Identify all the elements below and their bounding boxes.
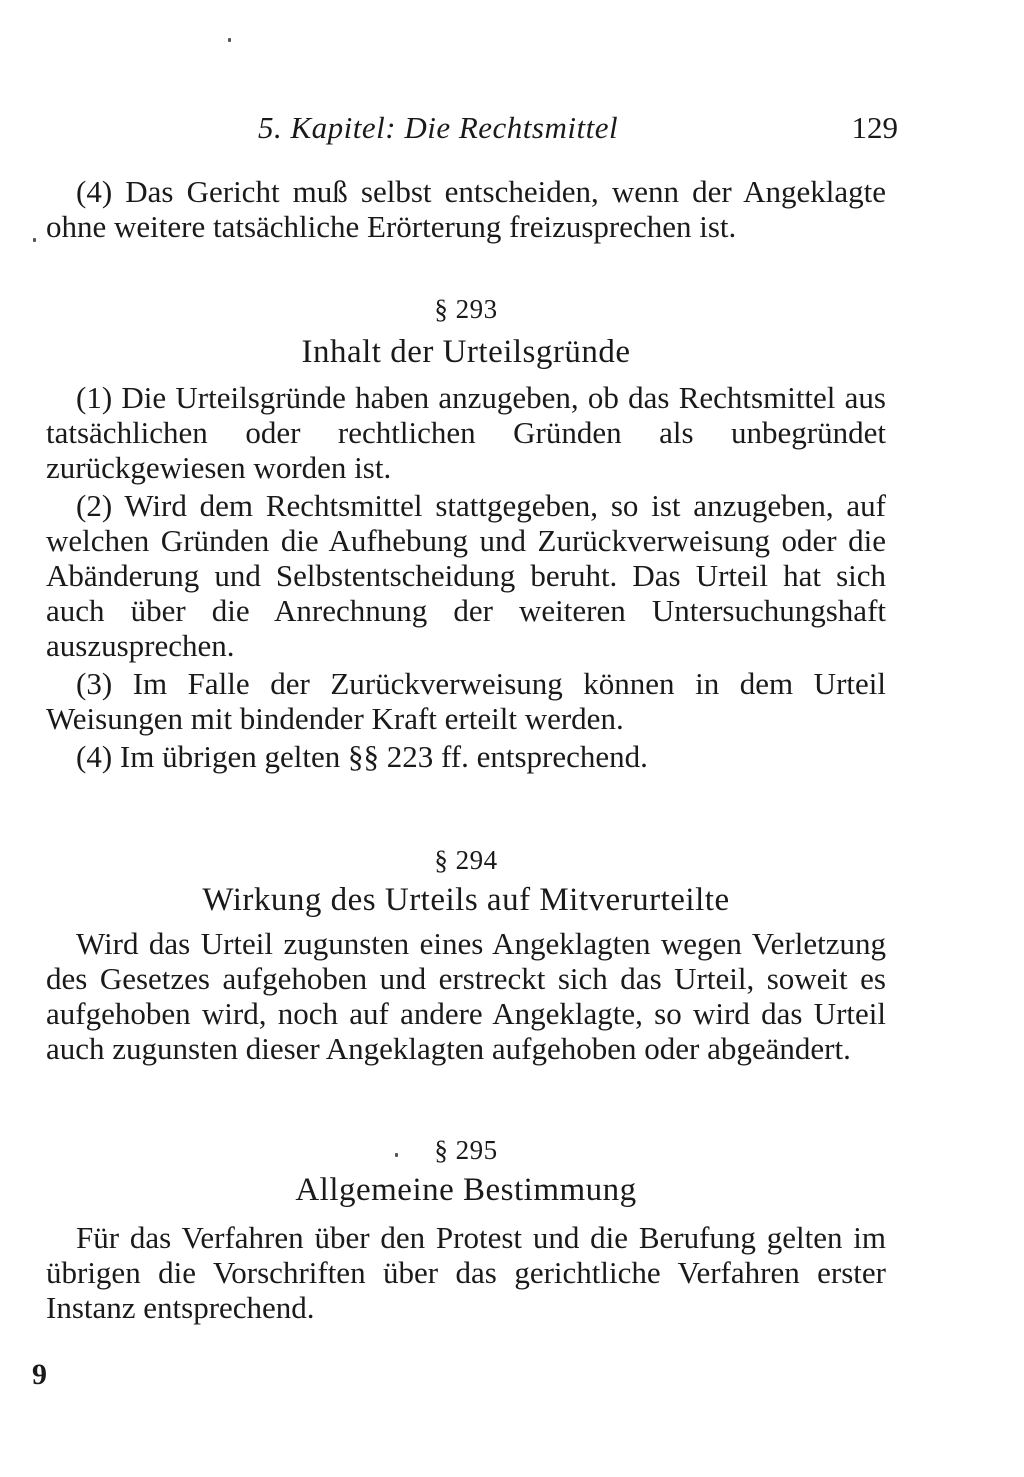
section-293-number: § 293 xyxy=(434,294,498,324)
section-295-body xyxy=(46,1220,886,1325)
intro-text xyxy=(46,174,886,244)
paragraph: (4) Im übrigen gelten §§ 223 ff. entsprechend. xyxy=(76,739,648,774)
running-title: 5. Kapitel: Die Rechtsmittel xyxy=(258,110,619,145)
section-293-body xyxy=(46,380,886,774)
page-header xyxy=(258,110,898,150)
signature-mark: 9 xyxy=(32,1358,47,1391)
paragraph: (1) Die Urteilsgründe haben anzugeben, ob das Rechtsmittel aus tatsächlichen oder rechtlichen Gründen als unbegründet zurückgewiesen worden ist. xyxy=(46,380,886,485)
paragraph: (4) Das Gericht muß selbst entscheiden, wenn der Angeklagte ohne weitere tatsächliche Erörterung freizusprechen ist. xyxy=(46,174,886,244)
section-295-number: § 295 xyxy=(434,1135,498,1165)
paragraph: (2) Wird dem Rechtsmittel stattgegeben, so ist anzugeben, auf welchen Gründen die Aufhebung und Zurückverweisung oder die Abänderung und Selbstentscheidung beruht. Das Urteil hat sich auch über die Anrechnung der weiteren Untersuchungshaft auszusprechen. xyxy=(46,488,886,663)
print-speck xyxy=(228,38,231,42)
section-294-number: § 294 xyxy=(434,845,498,875)
section-294-title: Wirkung des Urteils auf Mitverurteilte xyxy=(202,882,730,918)
section-293-title: Inhalt der Urteilsgründe xyxy=(301,334,631,370)
print-speck xyxy=(33,238,36,242)
section-295-title: Allgemeine Bestimmung xyxy=(295,1172,637,1208)
print-speck xyxy=(395,1153,398,1157)
section-294-body xyxy=(46,926,886,1066)
paragraph: (3) Im Falle der Zurückverweisung können in dem Urteil Weisungen mit bindender Kraft erteilt werden. xyxy=(46,666,886,736)
paragraph: Für das Verfahren über den Protest und die Berufung gelten im übrigen die Vorschriften über das gerichtliche Verfahren erster Instanz entsprechend. xyxy=(46,1220,886,1325)
paragraph: Wird das Urteil zugunsten eines Angeklagten wegen Verletzung des Gesetzes aufgehoben und erstreckt sich das Urteil, soweit es aufgehoben wird, noch auf andere Angeklagte, so wird das Urteil auch zugunsten dieser Angeklagten aufgehoben oder abgeändert. xyxy=(46,926,886,1066)
page-number: 129 xyxy=(851,110,898,145)
